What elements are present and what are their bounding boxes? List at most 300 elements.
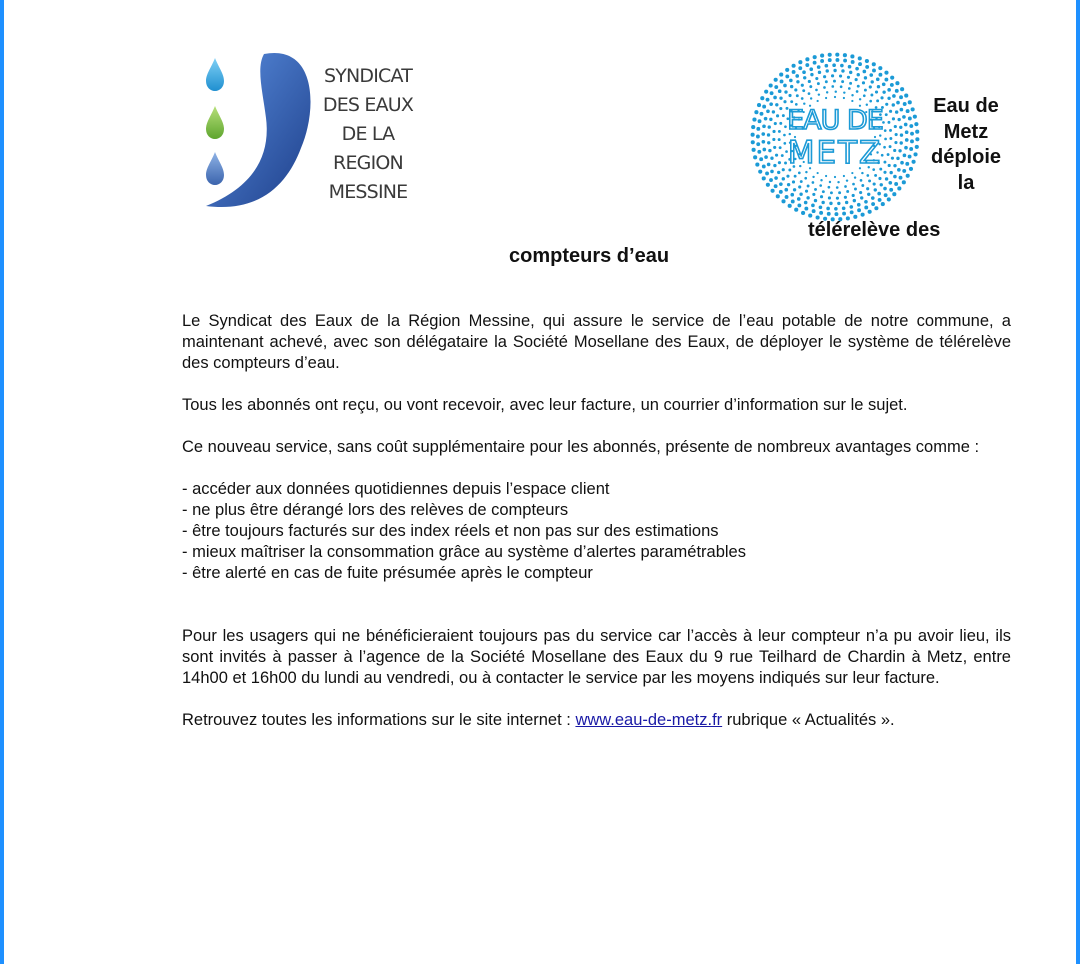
advantages-list [182,479,1011,584]
metz-logo-dot [791,200,795,204]
metz-logo-dot [812,181,815,184]
metz-logo-dot [909,124,913,128]
metz-logo-dot [762,176,766,180]
metz-logo-dot [812,176,814,178]
metz-logo-dot [752,118,756,122]
metz-logo-dot [764,117,768,121]
metz-logo-dot [805,171,807,173]
metz-logo-dot [801,97,804,100]
metz-logo-dot [821,201,824,204]
metz-logo-dot [866,187,869,190]
metz-logo-dot [894,125,897,128]
metz-logo-dot [751,140,755,144]
metz-logo-dot [785,74,789,78]
paragraph-intro: Le Syndicat des Eaux de la Région Messine, qui assure le service de l’eau potable de notre commune, a maintenant achevé, avec son délégataire la Société Mosellane des Eaux, de déployer le système de télérelève des compteurs d’eau. [182,312,1011,372]
metz-logo-dot [831,85,834,88]
metz-logo-dot [808,214,812,218]
metz-logo-dot [850,210,854,214]
metz-logo-dot [764,155,768,159]
metz-logo-dot [779,73,783,77]
syndicat-logo-line: SYNDICAT [323,65,413,87]
metz-logo-dot [757,150,761,154]
metz-logo-dot [776,194,780,198]
metz-logo-dot [773,164,776,167]
metz-logo-dot [859,98,861,100]
metz-logo-dot [762,124,766,128]
metz-logo-dot [813,55,817,59]
metz-logo-dot [790,100,793,103]
metz-logo-dot [772,110,775,113]
metz-logo-dot [847,76,850,79]
metz-logo-dot [851,94,853,96]
metz-logo-dot [779,190,783,194]
metz-logo-dot [860,196,863,199]
metz-logo-dot [793,188,796,191]
metz-logo-dot [762,140,766,144]
metz-logo-dot [887,121,890,124]
metz-logo-dot [885,177,888,180]
metz-logo-dot [779,96,782,99]
metz-logo-dot [841,80,844,83]
metz-logo-dot [910,132,914,136]
metz-logo-dot [826,91,828,93]
list-item: - mieux maîtriser la consommation grâce au système d’alertes paramétrables [182,543,746,561]
metz-logo-dot [755,163,759,167]
metz-logo-dot [869,85,872,88]
metz-logo-dot [776,114,779,117]
metz-logo-dot [868,179,871,182]
metz-logo-dot [862,81,865,84]
metz-logo-dot [790,193,794,197]
metz-logo-dot [769,118,772,121]
metz-logo-dot [846,190,849,193]
metz-logo-dot [779,182,783,186]
metz-logo-dot [838,191,841,194]
article-title-part2: télérelève des [808,219,941,241]
metz-logo-dot [835,90,837,92]
metz-logo-dot [772,138,775,141]
metz-logo-dot [796,94,799,97]
metz-logo-dot [820,59,824,63]
metz-logo-dot [909,147,913,151]
metz-logo-dot [757,103,761,107]
metz-logo-dot [894,141,897,144]
metz-logo-dot [782,168,785,171]
metz-logo-dot [780,80,784,84]
metz-logo-dot [898,149,901,152]
metz-logo-dot [889,145,892,148]
metz-logo-dot [857,73,860,76]
metz-logo-dot [900,108,904,112]
metz-logo-dot [801,211,805,215]
metz-logo-dot [805,63,809,67]
metz-logo-dot [871,202,875,206]
water-drop-icon [206,58,224,91]
metz-logo-dot [891,157,894,160]
metz-logo-dot [851,60,855,64]
metz-logo-dot [815,77,818,80]
metz-logo-dot [802,70,806,74]
metz-logo-dot [815,89,818,92]
metz-logo-dot [895,133,898,136]
metz-logo-dot [794,208,798,212]
metz-logo-dot [899,176,903,180]
metz-logo-dot [798,60,802,64]
metz-logo-dot [803,76,806,79]
metz-logo-dot [761,132,765,136]
metz-logo-dot [910,139,914,143]
metz-logo-dot [785,68,789,72]
metz-logo-dot [855,78,858,81]
metz-logo-dot [774,85,778,89]
metz-logo-dot [836,186,839,189]
metz-logo-dot [874,188,877,191]
metz-logo-dot [762,165,766,169]
metz-logo-dot [873,182,876,185]
metz-logo-dot [914,122,918,126]
metz-logo-dot [892,192,896,196]
metz-logo-dot [872,69,876,73]
metz-logo-dot [817,65,821,69]
metz-logo-dot [913,152,917,156]
metz-logo-dot [820,54,824,58]
metz-logo-dot [767,141,770,144]
metz-logo-dot [820,179,822,181]
metz-logo-dot [870,94,873,97]
metz-logo-dot [762,105,766,109]
metz-logo-dot [781,199,785,203]
metz-logo-dot [766,183,770,187]
metz-logo-dot [887,197,891,201]
metz-logo-dot [778,161,781,164]
metz-logo-dot [849,205,853,209]
metz-logo-dot [900,87,904,91]
metz-logo-dot [762,148,766,152]
metz-logo-dot [855,67,859,71]
metz-logo-dot [828,186,831,189]
metz-logo-dot [770,170,774,174]
metz-logo-dot [888,181,892,185]
metz-logo-dot [787,183,790,186]
metz-logo-dot [806,196,809,199]
water-drop-icon [206,152,224,185]
metz-logo-dot [774,122,777,125]
metz-logo-dot [808,80,811,83]
metz-logo-dot [835,58,839,62]
metz-logo-dot [858,56,862,60]
metz-logo-dot [819,184,822,187]
metz-logo-dot [807,185,810,188]
metz-logo-dot [823,86,826,89]
metz-logo-dot [871,196,875,200]
metz-logo-dot [833,69,836,72]
metz-logo-dot [892,94,896,98]
website-link[interactable]: www.eau-de-metz.fr [575,711,723,729]
metz-logo-dot [913,115,917,119]
website-text-before: Retrouvez toutes les informations sur le site internet : [182,711,576,729]
metz-logo-dot [860,179,863,182]
metz-logo-dot [814,199,817,202]
metz-logo-dot [843,59,847,63]
metz-logo-dot [764,90,768,94]
article-body [182,311,1011,752]
metz-logo-dot [813,61,817,65]
metz-logo-dot [884,129,887,132]
metz-logo-dot [880,183,883,186]
metz-logo-dot [768,125,771,128]
metz-logo-dot [771,189,775,193]
metz-logo-dot [833,80,836,83]
paragraph-info: Tous les abonnés ont reçu, ou vont recevoir, avec leur facture, un courrier d’information sur le sujet. [182,396,908,414]
metz-logo-dot [837,181,839,183]
metz-logo-dot [864,206,868,210]
metz-logo-dot [854,188,857,191]
metz-logo-dot [774,176,778,180]
metz-logo-dot [868,210,872,214]
metz-logo-dot [904,123,908,127]
metz-logo-dot [817,82,820,85]
metz-logo-dot [814,188,817,191]
metz-logo-dot [872,62,876,66]
metz-logo-dot [826,69,829,72]
syndicat-logo-text [318,62,418,207]
metz-logo-dot [839,74,842,77]
metz-logo-dot [869,73,873,77]
metz-logo-dot [841,69,844,72]
metz-logo-dot [904,146,908,150]
metz-logo-dot [851,100,853,102]
metz-logo-dot [804,207,808,211]
metz-logo-dot [797,197,801,201]
metz-logo-dot [912,160,916,164]
metz-logo-dot [883,146,886,149]
metz-logo-dot [890,76,894,80]
metz-logo-dot [884,193,888,197]
metz-logo-dot [797,203,801,207]
metz-logo-dot [884,71,888,75]
metz-logo-dot [767,133,770,136]
metz-logo-dot [876,77,880,81]
list-item: - accéder aux données quotidiennes depuis l’espace client [182,480,610,498]
metz-logo-dot [831,74,834,77]
metz-logo-dot [857,85,860,88]
metz-logo-dot [834,176,836,178]
metz-logo-dot [856,90,859,93]
metz-logo-dot [790,85,793,88]
metz-logo-dot [877,85,880,88]
metz-logo-dot [760,96,764,100]
metz-logo-dot [878,73,882,77]
metz-logo-dot [895,81,899,85]
water-drop-icon [206,106,224,139]
metz-logo-dot [902,169,906,173]
metz-logo-dot [846,179,848,181]
metz-logo-dot [769,178,773,182]
metz-logo-dot [837,202,840,205]
metz-logo-dot [843,175,845,177]
metz-logo-dot [774,78,778,82]
metz-logo-dot [792,64,796,68]
metz-logo-dot [758,170,762,174]
metz-logo-dot [849,71,852,74]
metz-logo-dot [874,174,877,177]
metz-logo-dot [908,100,912,104]
metz-logo-dot [754,110,758,114]
metz-logo-dot [798,185,801,188]
metz-logo-dot [840,64,844,68]
metz-logo-dot [822,190,825,193]
metz-logo-dot [777,171,780,174]
metz-logo-dot [773,96,777,100]
metz-logo-dot [889,129,892,132]
metz-logo-dot [828,53,832,57]
metz-logo-dot [825,97,827,99]
metz-logo-dot [857,208,861,212]
metz-logo-dot [897,118,900,121]
metz-logo-dot [829,202,832,205]
metz-logo-dot [828,58,832,62]
metz-logo-dot [896,157,899,160]
eau-de-metz-logo [750,52,920,222]
metz-logo-dot [894,182,898,186]
metz-logo-dot [778,89,782,93]
metz-logo-dot [904,94,908,98]
metz-logo-dot [773,146,776,149]
metz-logo-dot [819,205,823,209]
metz-logo-dot [766,98,770,102]
metz-logo-dot [850,54,854,58]
metz-logo-dot [861,172,863,174]
metz-logo-dot [792,180,795,183]
syndicat-logo-line: DE LA [341,123,395,145]
metz-logo-dot [878,198,882,202]
metz-logo-dot [775,154,778,157]
metz-logo-dot [865,59,869,63]
metz-logo-dot [887,88,891,92]
metz-logo-dot [889,171,892,174]
metz-logo-dot [758,119,762,123]
metz-logo-dot [817,172,819,174]
metz-logo-dot [915,145,919,149]
metz-logo-dot [866,174,869,177]
metz-logo-dot [867,193,870,196]
metz-logo-dot [905,162,909,166]
metz-logo-dot [852,183,855,186]
syndicat-logo-line: REGION [333,152,403,174]
metz-logo-dot [884,138,887,141]
metz-logo-dot [852,194,855,197]
metz-logo-dot [769,83,773,87]
metz-logo-dot [889,137,892,140]
metz-logo-dot [834,212,838,216]
metz-logo-dot [770,157,773,160]
metz-logo-dot [823,75,826,78]
metz-logo-dot [864,89,867,92]
metz-logo-dot [892,103,895,106]
metz-logo-dot [751,125,755,129]
metz-logo-dot [857,203,861,207]
metz-logo-dot [781,154,784,157]
metz-logo-dot [759,157,763,161]
metz-logo-dot [883,187,887,191]
metz-logo-dot [760,112,764,116]
metz-logo-dot [789,79,793,83]
metz-logo-dot [861,213,865,217]
metz-logo-dot [905,130,909,134]
metz-logo-dot [842,212,846,216]
metz-logo-dot [801,84,804,87]
metz-logo-dot [766,109,770,113]
metz-logo-bottom: METZ [787,135,883,171]
metz-logo-dot [799,193,802,196]
metz-logo-dot [834,207,838,211]
metz-logo-dot [890,83,894,87]
metz-logo-dot [915,137,919,141]
metz-logo-dot [863,94,866,97]
metz-logo-dot [877,192,881,196]
metz-logo-dot [805,57,809,61]
metz-logo-dot [885,103,888,106]
metz-logo-dot [897,186,901,190]
metz-logo-dot [828,196,831,199]
metz-logo-dot [812,209,816,213]
metz-logo-dot [770,91,774,95]
metz-logo-dot [893,164,896,167]
metz-logo-dot [798,66,802,70]
metz-logo-dot [809,67,813,71]
metz-logo-dot [864,200,868,204]
metz-logo-dot [887,153,890,156]
metz-logo-dot [905,138,909,142]
metz-logo-dot [782,177,785,180]
metz-logo-dot [778,138,781,141]
metz-logo-dot [869,100,872,103]
metz-logo-dot [842,206,846,210]
metz-logo-dot [874,206,878,210]
metz-logo-dot [800,180,803,183]
metz-logo-dot [796,80,799,83]
metz-logo-dot [765,171,769,175]
metz-logo-dot [804,177,807,180]
metz-logo-dot [843,97,845,99]
metz-logo-dot [892,117,895,120]
metz-logo-dot [783,142,786,145]
metz-logo-dot [825,175,827,177]
metz-logo-dot [810,97,812,99]
metz-logo-dot [900,141,903,144]
metz-logo-dot [792,70,796,74]
paragraph-website [182,710,1011,731]
metz-logo-dot [779,122,782,125]
metz-logo-dot [783,100,786,103]
metz-logo-dot [899,126,902,129]
metz-logo-dot [825,80,828,83]
metz-logo-dot [835,53,839,57]
metz-logo-dot [798,172,801,175]
metz-logo-dot [844,196,847,199]
syndicat-logo-line: DES EAUX [322,94,414,116]
metz-logo-dot [893,149,896,152]
metz-logo-dot [809,85,812,88]
metz-logo-dot [840,85,843,88]
metz-logo-dot [756,142,760,146]
metz-logo-dot [903,102,907,106]
metz-logo-dot [756,135,760,139]
metz-logo-dot [885,113,888,116]
metz-logo-dot [794,175,797,178]
article-title-part3: compteurs d’eau [509,245,670,267]
metz-logo-dot [884,78,888,82]
